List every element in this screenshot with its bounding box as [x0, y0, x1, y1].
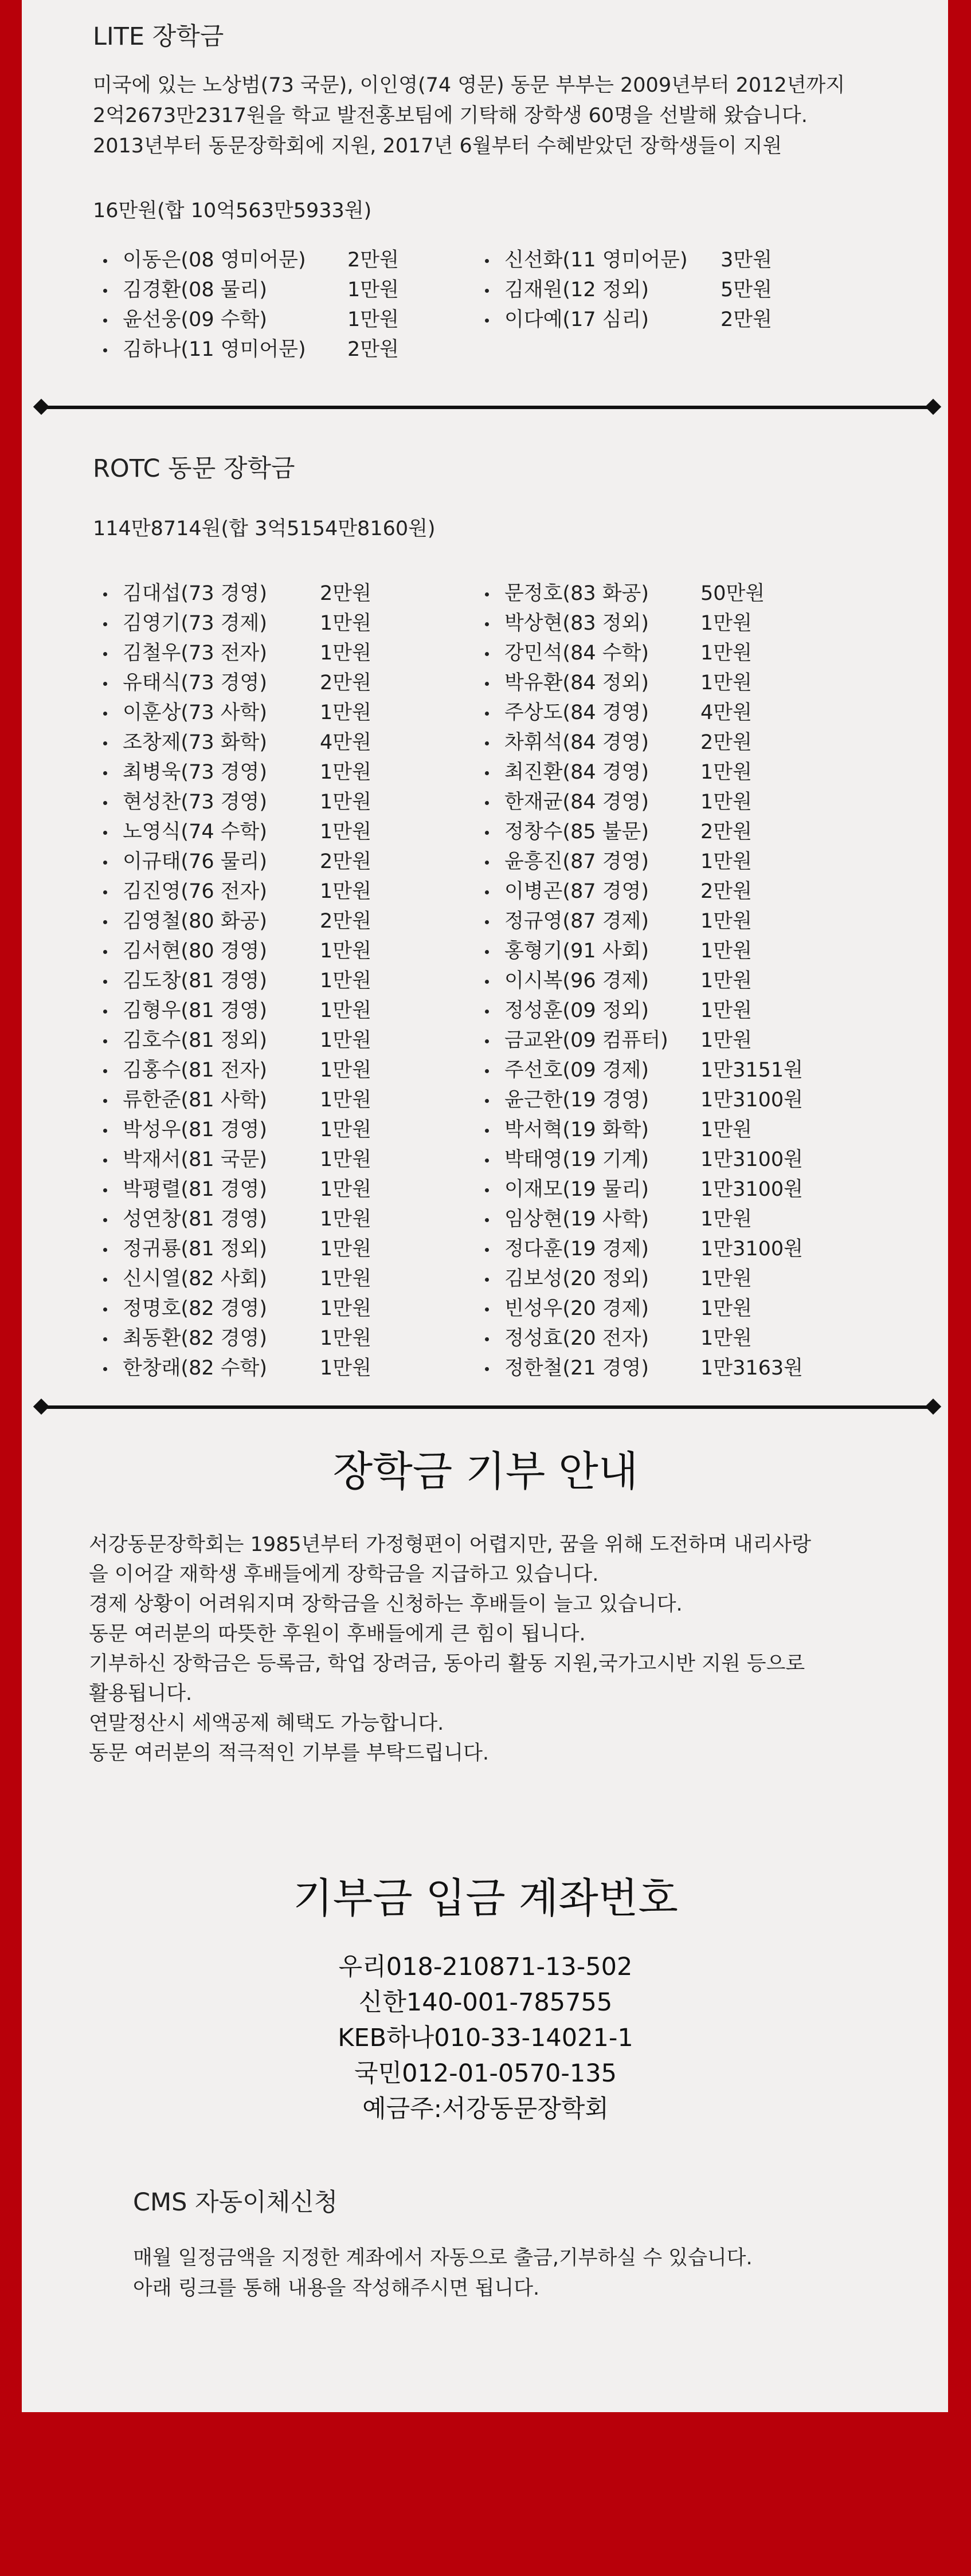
guide-line: 경제 상황이 어려워지며 장학금을 신청하는 후배들이 늘고 있습니다. — [89, 1593, 683, 1616]
donor-name: 윤근한(19 경영) — [504, 1089, 649, 1112]
account-number: 신한140-001-785755 — [358, 1988, 613, 2017]
donor-amount: 1만원 — [320, 1118, 371, 1141]
donor-name: 이병곤(87 경영) — [504, 880, 649, 903]
donor-item — [107, 1204, 428, 1234]
donor-name: 정규영(87 경제) — [504, 910, 649, 933]
donor-item — [488, 698, 832, 728]
donor-name: 박평렬(81 경영) — [123, 1178, 268, 1201]
donor-name: 이규태(76 물리) — [123, 850, 268, 873]
donor-item — [488, 847, 832, 877]
donor-amount: 1만3100원 — [700, 1089, 803, 1112]
donor-amount: 1만원 — [320, 880, 371, 903]
donor-amount: 1만원 — [700, 672, 752, 694]
rotc-title: ROTC 동문 장학금 — [93, 454, 295, 483]
donor-name: 김형우(81 경영) — [123, 999, 268, 1022]
donor-name: 차휘석(84 경영) — [504, 731, 649, 754]
donor-item — [107, 728, 428, 757]
donor-name: 한재균(84 경영) — [504, 791, 649, 814]
donor-amount: 1만원 — [700, 612, 752, 635]
donor-item — [107, 1026, 428, 1055]
donor-amount: 1만원 — [320, 1327, 371, 1350]
donor-item — [107, 1115, 428, 1145]
donor-name: 최병욱(73 경영) — [123, 761, 268, 784]
donor-amount: 1만원 — [320, 761, 371, 784]
lite-desc-2: 2억2673만2317원을 학교 발전홍보팀에 기탁해 장학생 60명을 선발해 왔습니다. — [93, 104, 808, 127]
donor-item — [107, 996, 428, 1026]
donor-item — [107, 1324, 428, 1353]
donor-name: 김철우(73 전자) — [123, 642, 268, 665]
donor-item — [488, 579, 832, 608]
donor-item — [488, 787, 832, 817]
donor-amount: 1만원 — [320, 969, 371, 992]
donor-item — [488, 996, 832, 1026]
donor-item — [488, 1145, 832, 1175]
donor-amount: 1만원 — [700, 999, 752, 1022]
donation-guide-title: 장학금 기부 안내 — [332, 1447, 639, 1495]
donor-item — [107, 698, 428, 728]
donor-amount: 1만원 — [700, 910, 752, 933]
donor-name: 김영기(73 경제) — [123, 612, 268, 635]
donor-name: 류한준(81 사학) — [123, 1089, 268, 1112]
donor-amount: 2만원 — [320, 672, 371, 694]
donor-name: 윤흥진(87 경영) — [504, 850, 649, 873]
donor-name: 김서현(80 경영) — [123, 940, 268, 963]
lite-donor-list-left — [107, 245, 428, 364]
donor-name: 임상현(19 사학) — [504, 1208, 649, 1231]
donor-name: 이훈상(73 사학) — [123, 701, 268, 724]
donor-item — [488, 1294, 832, 1324]
donor-amount: 1만3151원 — [700, 1059, 803, 1082]
donor-amount: 2만원 — [320, 850, 371, 873]
guide-line: 동문 여러분의 적극적인 기부를 부탁드립니다. — [89, 1742, 490, 1765]
donor-amount: 1만원 — [700, 1208, 752, 1231]
donor-name: 박재서(81 국문) — [123, 1148, 268, 1171]
donor-name: 이다예(17 심리) — [504, 308, 649, 331]
donor-name: 김홍수(81 전자) — [123, 1059, 268, 1082]
donor-amount: 1만원 — [320, 1267, 371, 1290]
donor-amount: 1만원 — [700, 642, 752, 665]
donor-amount: 1만3100원 — [700, 1178, 803, 1201]
donor-amount: 1만원 — [320, 1059, 371, 1082]
donor-item — [488, 275, 809, 305]
donor-name: 정성효(20 전자) — [504, 1327, 649, 1350]
donor-amount: 2만원 — [320, 582, 371, 605]
guide-line: 을 이어갈 재학생 후배들에게 장학금을 지급하고 있습니다. — [89, 1563, 599, 1586]
donor-amount: 1만원 — [320, 1148, 371, 1171]
donor-amount: 1만원 — [320, 1089, 371, 1112]
donor-item — [488, 1264, 832, 1294]
donor-amount: 50만원 — [700, 582, 765, 605]
donor-amount: 1만3100원 — [700, 1238, 803, 1260]
donor-name: 윤선웅(09 수학) — [123, 308, 268, 331]
donor-amount: 1만원 — [320, 791, 371, 814]
donor-name: 홍형기(91 사회) — [504, 940, 649, 963]
donor-item — [488, 757, 832, 787]
lite-donor-list-right — [488, 245, 809, 335]
donor-item — [488, 728, 832, 757]
donor-name: 김영철(80 화공) — [123, 910, 268, 933]
donor-item — [107, 817, 428, 847]
donor-item — [107, 1055, 428, 1085]
donor-name: 김진영(76 전자) — [123, 880, 268, 903]
donor-item — [107, 1145, 428, 1175]
donor-item — [488, 608, 832, 638]
donor-amount: 2만원 — [347, 249, 399, 272]
donor-amount: 1만원 — [320, 1178, 371, 1201]
donor-amount: 2만원 — [700, 820, 752, 843]
donor-name: 정명호(82 경영) — [123, 1297, 268, 1320]
donor-name: 한창래(82 수학) — [123, 1357, 268, 1380]
rotc-donor-list-right — [488, 579, 832, 1383]
donor-amount: 1만3100원 — [700, 1148, 803, 1171]
donor-amount: 4만원 — [320, 731, 371, 754]
lite-total: 16만원(합 10억563만5933원) — [93, 199, 372, 222]
donor-name: 김경환(08 물리) — [123, 278, 268, 301]
donor-name: 이재모(19 물리) — [504, 1178, 649, 1201]
donor-item — [107, 608, 428, 638]
guide-line: 연말정산시 세액공제 혜택도 가능합니다. — [89, 1712, 444, 1735]
donor-item — [107, 1234, 428, 1264]
donor-item — [107, 757, 428, 787]
donor-name: 문정호(83 화공) — [504, 582, 649, 605]
donor-amount: 1만원 — [320, 940, 371, 963]
donor-item — [488, 668, 832, 698]
lite-desc-3: 2013년부터 동문장학회에 지원, 2017년 6월부터 수혜받았던 장학생들이 지원 — [93, 135, 782, 158]
donor-amount: 1만원 — [320, 612, 371, 635]
donor-item — [488, 877, 832, 906]
donor-name: 박유환(84 정외) — [504, 672, 649, 694]
lite-title: LITE 장학금 — [93, 22, 224, 51]
donor-name: 노영식(74 수학) — [123, 820, 268, 843]
donor-amount: 1만3163원 — [700, 1357, 803, 1380]
donor-amount: 1만원 — [700, 1297, 752, 1320]
lite-desc-1: 미국에 있는 노상범(73 국문), 이인영(74 영문) 동문 부부는 2009년부터 2012년까지 — [93, 74, 845, 97]
donor-item — [488, 1055, 832, 1085]
donor-item — [107, 1353, 428, 1383]
donor-name: 박상현(83 정외) — [504, 612, 649, 635]
donor-amount: 1만원 — [320, 1029, 371, 1052]
donor-amount: 1만원 — [700, 850, 752, 873]
donor-amount: 1만원 — [320, 1357, 371, 1380]
donor-item — [107, 579, 428, 608]
rotc-total: 114만8714원(합 3억5154만8160원) — [93, 517, 436, 540]
donor-name: 현성찬(73 경영) — [123, 791, 268, 814]
donor-name: 박성우(81 경영) — [123, 1118, 268, 1141]
guide-line: 동문 여러분의 따뜻한 후원이 후배들에게 큰 힘이 됩니다. — [89, 1623, 586, 1646]
donor-amount: 2만원 — [721, 308, 772, 331]
donor-item — [488, 1115, 832, 1145]
donor-item — [488, 1175, 832, 1204]
donor-name: 정다훈(19 경제) — [504, 1238, 649, 1260]
donor-item — [488, 638, 832, 668]
donor-amount: 1만원 — [320, 1238, 371, 1260]
donor-amount: 2만원 — [700, 880, 752, 903]
donor-item — [107, 906, 428, 936]
donor-name: 박태영(19 기계) — [504, 1148, 649, 1171]
donor-name: 김재원(12 정외) — [504, 278, 649, 301]
cms-desc-2: 아래 링크를 통해 내용을 작성해주시면 됩니다. — [133, 2277, 540, 2300]
donor-amount: 1만원 — [700, 1118, 752, 1141]
donor-item — [488, 936, 832, 966]
donor-amount: 2만원 — [347, 338, 399, 361]
donor-name: 이동은(08 영미어문) — [123, 249, 306, 272]
donor-amount: 3만원 — [721, 249, 772, 272]
section-divider — [40, 406, 934, 409]
donor-item — [488, 1353, 832, 1383]
donor-amount: 1만원 — [320, 1297, 371, 1320]
account-number: 국민012-01-0570-135 — [354, 2059, 617, 2088]
donor-item — [107, 1085, 428, 1115]
section-divider — [40, 1405, 934, 1409]
donor-item — [107, 245, 428, 275]
donor-item — [488, 1204, 832, 1234]
donor-name: 김호수(81 정외) — [123, 1029, 268, 1052]
donor-amount: 1만원 — [320, 701, 371, 724]
donor-amount: 2만원 — [700, 731, 752, 754]
donor-item — [488, 1085, 832, 1115]
donor-item — [107, 335, 428, 364]
donor-name: 김보성(20 정외) — [504, 1267, 649, 1290]
donor-amount: 4만원 — [700, 701, 752, 724]
donor-item — [488, 1026, 832, 1055]
donor-name: 김대섭(73 경영) — [123, 582, 268, 605]
donor-item — [107, 936, 428, 966]
donor-name: 조창제(73 화학) — [123, 731, 268, 754]
donor-item — [488, 906, 832, 936]
donor-item — [107, 275, 428, 305]
donor-amount: 1만원 — [347, 278, 399, 301]
donor-amount: 1만원 — [320, 1208, 371, 1231]
donor-item — [107, 1294, 428, 1324]
cms-desc-1: 매월 일정금액을 지정한 계좌에서 자동으로 출금,기부하실 수 있습니다. — [133, 2247, 753, 2269]
donor-name: 최동환(82 경영) — [123, 1327, 268, 1350]
donor-item — [107, 787, 428, 817]
donor-item — [488, 1234, 832, 1264]
donor-name: 박서혁(19 화학) — [504, 1118, 649, 1141]
donor-name: 정성훈(09 정외) — [504, 999, 649, 1022]
donor-amount: 1만원 — [700, 1029, 752, 1052]
donor-item — [107, 877, 428, 906]
rotc-donor-list-left — [107, 579, 428, 1383]
account-holder: 예금주:서강동문장학회 — [362, 2095, 609, 2123]
donor-amount: 1만원 — [700, 791, 752, 814]
donor-item — [107, 305, 428, 335]
donor-name: 정창수(85 불문) — [504, 820, 649, 843]
donor-item — [107, 966, 428, 996]
donor-name: 성연창(81 경영) — [123, 1208, 268, 1231]
donor-item — [107, 638, 428, 668]
donor-name: 주상도(84 경영) — [504, 701, 649, 724]
guide-line: 기부하신 장학금은 등록금, 학업 장려금, 동아리 활동 지원,국가고시반 지원 등으로 — [89, 1652, 805, 1675]
donor-amount: 1만원 — [320, 820, 371, 843]
donor-amount: 1만원 — [700, 940, 752, 963]
donor-amount: 5만원 — [721, 278, 772, 301]
donor-amount: 1만원 — [700, 1327, 752, 1350]
donor-item — [488, 1324, 832, 1353]
donor-name: 정한철(21 경영) — [504, 1357, 649, 1380]
donor-amount: 1만원 — [320, 642, 371, 665]
donor-item — [488, 305, 809, 335]
account-number: KEB하나010-33-14021-1 — [338, 2024, 633, 2052]
donor-item — [107, 668, 428, 698]
guide-line: 활용됩니다. — [89, 1682, 193, 1705]
donor-item — [107, 1175, 428, 1204]
donor-item — [488, 817, 832, 847]
donor-name: 김도창(81 경영) — [123, 969, 268, 992]
donor-item — [107, 1264, 428, 1294]
donor-name: 이시복(96 경제) — [504, 969, 649, 992]
cms-title[interactable]: CMS 자동이체신청 — [133, 2188, 338, 2217]
donor-name: 빈성우(20 경제) — [504, 1297, 649, 1320]
donor-amount: 2만원 — [320, 910, 371, 933]
donor-name: 금교완(09 컴퓨터) — [504, 1029, 668, 1052]
donor-name: 유태식(73 경영) — [123, 672, 268, 694]
donor-name: 강민석(84 수학) — [504, 642, 649, 665]
donor-name: 주선호(09 경제) — [504, 1059, 649, 1082]
donor-amount: 1만원 — [700, 761, 752, 784]
donor-name: 최진환(84 경영) — [504, 761, 649, 784]
donor-item — [107, 847, 428, 877]
donor-amount: 1만원 — [700, 1267, 752, 1290]
donor-amount: 1만원 — [700, 969, 752, 992]
donor-amount: 1만원 — [320, 999, 371, 1022]
donor-name: 정귀룡(81 정외) — [123, 1238, 268, 1260]
donor-name: 신시열(82 사회) — [123, 1267, 268, 1290]
donor-name: 신선화(11 영미어문) — [504, 249, 688, 272]
guide-line: 서강동문장학회는 1985년부터 가정형편이 어렵지만, 꿈을 위해 도전하며 내리사랑 — [89, 1533, 811, 1556]
account-title: 기부금 입금 계좌번호 — [293, 1874, 678, 1922]
donor-item — [488, 966, 832, 996]
donor-item — [488, 245, 809, 275]
donor-amount: 1만원 — [347, 308, 399, 331]
account-number: 우리018-210871-13-502 — [338, 1953, 633, 1981]
donor-name: 김하나(11 영미어문) — [123, 338, 306, 361]
